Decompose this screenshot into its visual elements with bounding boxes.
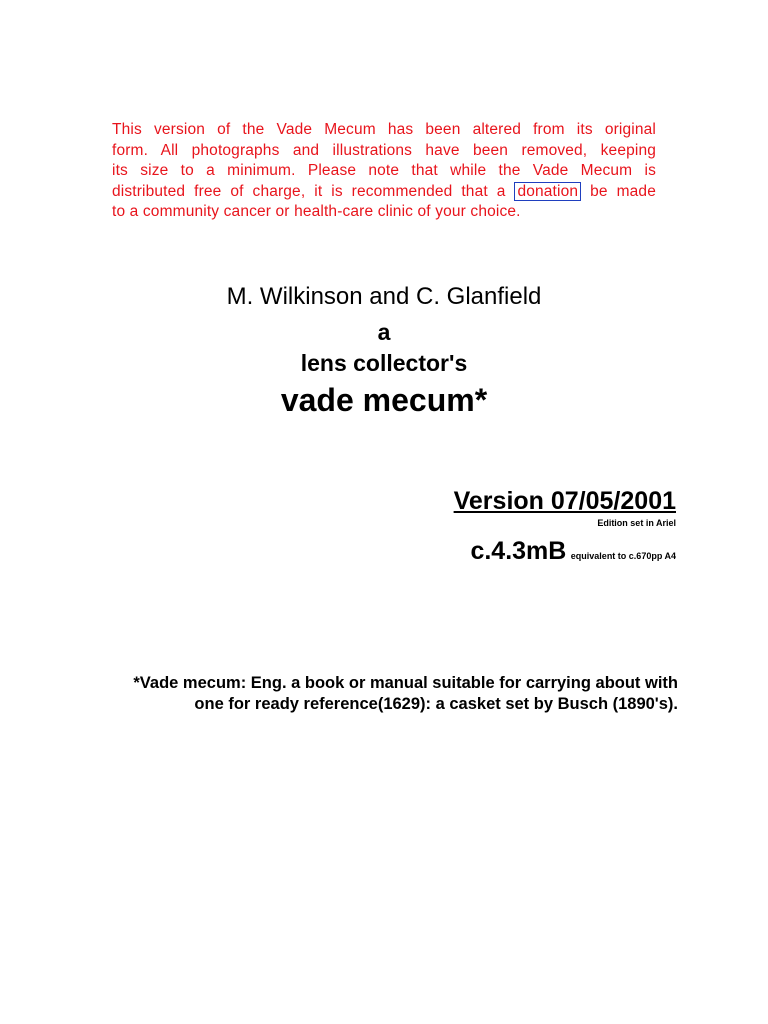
notice-line-2: form. All photographs and illustrations have been removed, keeping xyxy=(112,141,656,159)
donation-link[interactable]: donation xyxy=(514,182,581,201)
version-label: Version 07/05/2001 xyxy=(453,487,676,515)
title-article: a xyxy=(377,319,391,345)
edition-note: Edition set in Ariel xyxy=(597,518,676,528)
footnote xyxy=(100,673,678,715)
file-size: c.4.3mB xyxy=(470,537,567,565)
footnote-line-1: *Vade mecum: Eng. a book or manual suitable for carrying about with xyxy=(133,674,678,692)
subtitle: lens collector's xyxy=(300,350,468,376)
notice-line-4-end: be made xyxy=(590,182,656,200)
page-title: vade mecum* xyxy=(280,382,488,418)
page-equivalent: equivalent to c.670pp A4 xyxy=(570,551,676,561)
footnote-line-2: one for ready reference(1629): a casket set by Busch (1890's). xyxy=(194,695,678,713)
size-info xyxy=(470,534,676,573)
notice-line-4 xyxy=(112,182,656,203)
alteration-notice xyxy=(112,120,656,223)
authors: M. Wilkinson and C. Glanfield xyxy=(226,283,542,310)
notice-line-1: This version of the Vade Mecum has been altered from its original xyxy=(112,121,656,138)
notice-line-3: its size to a minimum. Please note that while the Vade Mecum is xyxy=(112,162,656,180)
notice-line-5: to a community cancer or health-care clinic of your choice. xyxy=(112,203,521,221)
notice-line-4-start: distributed free of charge, it is recommended that a xyxy=(112,182,506,200)
